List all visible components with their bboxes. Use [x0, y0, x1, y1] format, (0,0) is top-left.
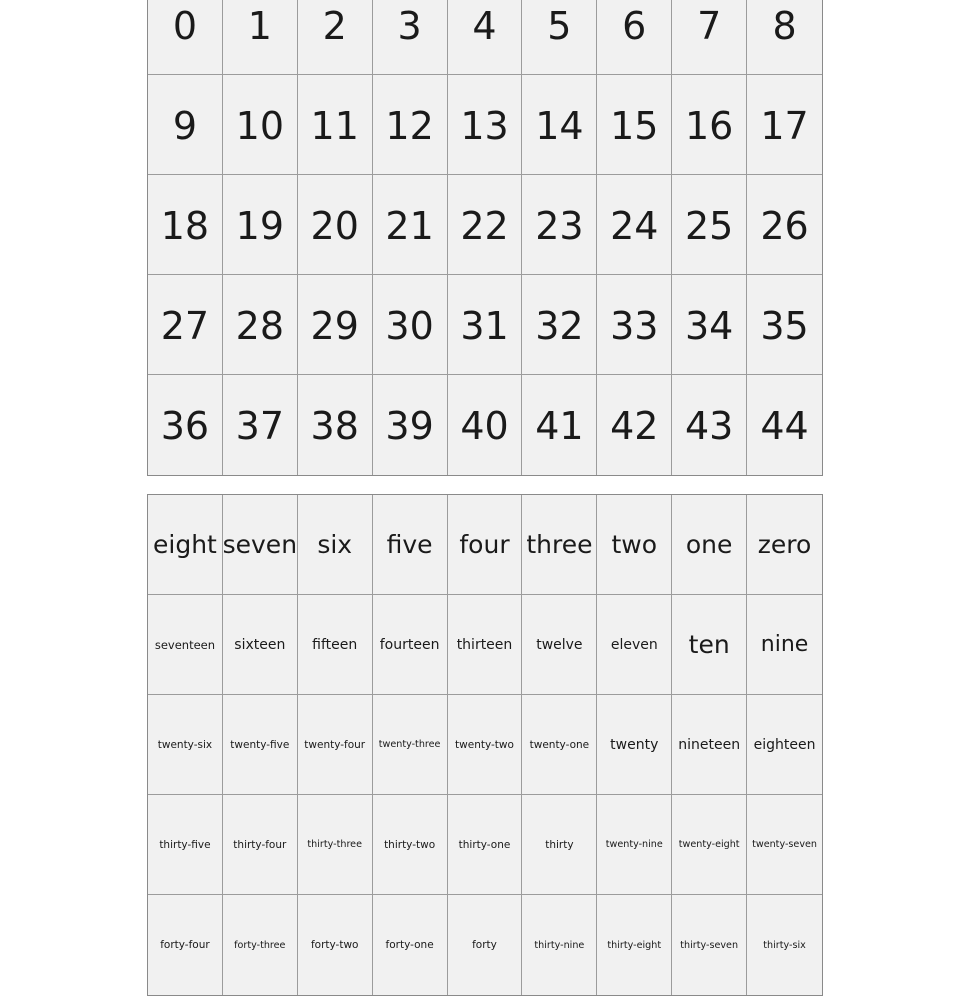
word-card: twenty-seven — [747, 795, 822, 895]
word-card: forty-four — [148, 895, 223, 995]
word-card: three — [522, 495, 597, 595]
number-card-grid — [147, 0, 823, 476]
word-card: thirty-six — [763, 939, 806, 951]
number-card: 4 — [448, 0, 523, 75]
word-card: forty-two — [298, 895, 373, 995]
number-card: 13 — [448, 75, 523, 175]
number-card: 21 — [373, 175, 448, 275]
word-card: four — [448, 495, 523, 595]
number-card: 7 — [672, 0, 747, 75]
number-card: 6 — [597, 0, 672, 75]
number-card: 3 — [373, 0, 448, 75]
number-card: 43 — [672, 375, 747, 475]
word-card: zero — [747, 495, 822, 595]
word-card: thirty — [522, 795, 597, 895]
word-card: ten — [672, 595, 747, 695]
number-card: 2 — [298, 0, 373, 75]
word-card: thirty-three — [298, 795, 373, 895]
word-card: eight — [148, 495, 223, 595]
number-card: 30 — [373, 275, 448, 375]
number-card: 11 — [298, 75, 373, 175]
word-card: thirty-seven — [672, 895, 747, 995]
number-card: 5 — [522, 0, 597, 75]
word-card: twenty-five — [223, 695, 298, 795]
word-card: six — [298, 495, 373, 595]
word-card: eighteen — [747, 695, 822, 795]
number-card: 42 — [597, 375, 672, 475]
number-card: 28 — [223, 275, 298, 375]
word-card-grid — [147, 494, 823, 996]
number-card: 35 — [747, 275, 822, 375]
word-card: thirteen — [448, 595, 523, 695]
number-card: 36 — [148, 375, 223, 475]
word-card: twenty-one — [522, 695, 597, 795]
word-card: thirty-nine — [522, 895, 597, 995]
number-card: 15 — [597, 75, 672, 175]
number-card: 25 — [672, 175, 747, 275]
number-card: 39 — [373, 375, 448, 475]
word-card: fifteen — [298, 595, 373, 695]
word-card: twenty-two — [448, 695, 523, 795]
word-card: sixteen — [223, 595, 298, 695]
word-card: eleven — [597, 595, 672, 695]
number-card: 44 — [760, 404, 809, 448]
number-card: 27 — [148, 275, 223, 375]
number-card: 34 — [672, 275, 747, 375]
number-card: 17 — [747, 75, 822, 175]
number-card: 29 — [298, 275, 373, 375]
number-card: 26 — [747, 175, 822, 275]
number-card: 16 — [672, 75, 747, 175]
number-card: 24 — [597, 175, 672, 275]
word-card: forty-one — [373, 895, 448, 995]
number-card: 19 — [223, 175, 298, 275]
number-card: 38 — [298, 375, 373, 475]
word-card: two — [597, 495, 672, 595]
word-card: one — [672, 495, 747, 595]
word-card: twenty-six — [148, 695, 223, 795]
word-card: nineteen — [672, 695, 747, 795]
word-card: fourteen — [373, 595, 448, 695]
number-card: 32 — [522, 275, 597, 375]
word-card: nine — [747, 595, 822, 695]
word-card: thirty-five — [148, 795, 223, 895]
number-card: 31 — [448, 275, 523, 375]
word-card: thirty-two — [373, 795, 448, 895]
number-card: 37 — [223, 375, 298, 475]
word-card: twenty-three — [373, 695, 448, 795]
word-card: seven — [223, 495, 298, 595]
word-card: twelve — [522, 595, 597, 695]
number-card: 33 — [597, 275, 672, 375]
number-card: 12 — [373, 75, 448, 175]
word-card: seventeen — [148, 595, 223, 695]
word-card: thirty-four — [223, 795, 298, 895]
number-card: 1 — [223, 0, 298, 75]
number-card: 20 — [298, 175, 373, 275]
word-card: thirty-eight — [597, 895, 672, 995]
number-card: 18 — [148, 175, 223, 275]
word-card: twenty-eight — [672, 795, 747, 895]
number-card: 22 — [448, 175, 523, 275]
word-card: twenty-four — [298, 695, 373, 795]
number-card: 40 — [448, 375, 523, 475]
number-card: 8 — [747, 0, 822, 75]
word-card: twenty — [597, 695, 672, 795]
word-card: forty — [448, 895, 523, 995]
number-card: 9 — [148, 75, 223, 175]
number-card: 0 — [148, 0, 223, 75]
number-card: 14 — [522, 75, 597, 175]
word-card: thirty-one — [448, 795, 523, 895]
word-card: five — [373, 495, 448, 595]
number-card: 41 — [522, 375, 597, 475]
word-card: twenty-nine — [597, 795, 672, 895]
number-card: 10 — [223, 75, 298, 175]
number-card: 23 — [522, 175, 597, 275]
word-card: forty-three — [223, 895, 298, 995]
